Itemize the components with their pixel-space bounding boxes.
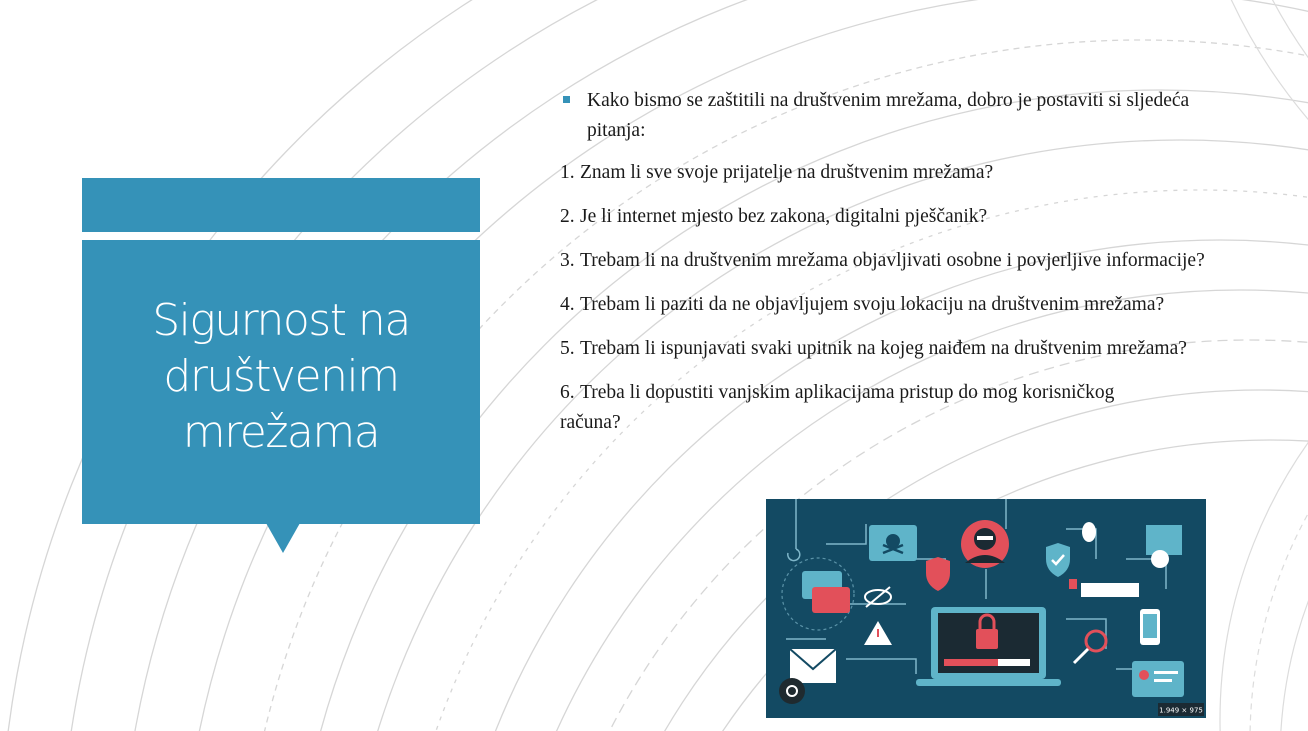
intro-bullet (560, 86, 1220, 146)
image-dimensions-badge: 1.949 × 975 (1159, 706, 1203, 715)
question-3: 3. Trebam li na društvenim mrežama objavljivati osobne i povjerljive informacije? (560, 250, 1205, 271)
envelope-virus-icon (790, 649, 836, 683)
lens-icon (779, 678, 805, 704)
bullet-square-icon (563, 96, 570, 103)
cybersecurity-illustration[interactable] (766, 499, 1206, 718)
question-1: 1. Znam li sve svoje prijatelje na društvenim mrežama? (560, 162, 994, 183)
intro-text: Kako bismo se zaštitili na društvenim mrežama, dobro je postaviti si sljedeća pitanja: (587, 90, 1190, 141)
id-card-icon (1132, 661, 1184, 697)
skull-folder-icon (869, 525, 917, 561)
bug-icon (1082, 522, 1096, 542)
laptop-lock-icon (916, 607, 1061, 686)
title-box (82, 240, 480, 524)
title-box-pointer (266, 523, 300, 553)
title-accent-bar (82, 178, 480, 232)
phone-shield-icon (1140, 609, 1160, 645)
slide-title: Sigurnost na društvenim mrežama (152, 295, 410, 458)
question-4: 4. Trebam li paziti da ne objavljujem svoju lokaciju na društvenim mrežama? (560, 294, 1165, 315)
hacker-avatar-icon (961, 520, 1009, 568)
question-2: 2. Je li internet mjesto bez zakona, digitalni pješčanik? (560, 206, 988, 227)
slide-content (560, 86, 1220, 452)
question-6: 6. Treba li dopustiti vanjskim aplikacijama pristup do mog korisničkog računa? (560, 382, 1115, 433)
question-5: 5. Trebam li ispunjavati svaki upitnik na kojeg naiđem na društvenim mrežama? (560, 338, 1187, 359)
